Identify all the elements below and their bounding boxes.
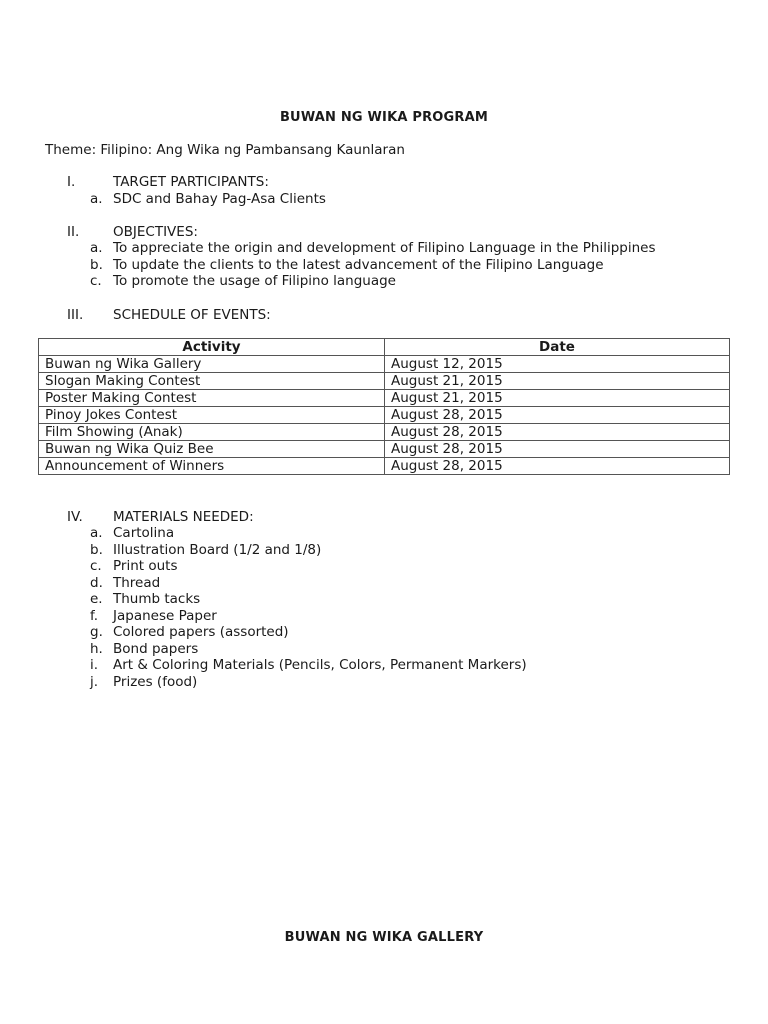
activity-cell: Film Showing (Anak) — [39, 424, 385, 441]
list-item: Bond papers — [113, 641, 199, 657]
activity-cell: Buwan ng Wika Gallery — [39, 356, 385, 373]
table-row — [39, 390, 730, 407]
date-cell: August 28, 2015 — [385, 407, 730, 424]
date-cell: August 21, 2015 — [385, 390, 730, 407]
list-item-letter: g. — [90, 624, 103, 640]
activity-cell: Poster Making Contest — [39, 390, 385, 407]
date-cell: August 28, 2015 — [385, 441, 730, 458]
list-item: Cartolina — [113, 525, 175, 541]
list-item: SDC and Bahay Pag-Asa Clients — [113, 191, 326, 207]
activity-cell: Pinoy Jokes Contest — [39, 407, 385, 424]
list-item-letter: a. — [90, 240, 103, 256]
list-item: Illustration Board (1/2 and 1/8) — [113, 542, 322, 558]
section-heading-objectives: OBJECTIVES: — [113, 224, 198, 240]
list-item-letter: b. — [90, 257, 103, 273]
section-heading-schedule: SCHEDULE OF EVENTS: — [113, 307, 271, 323]
page-title: BUWAN NG WIKA PROGRAM — [279, 110, 489, 125]
section-number: II. — [67, 224, 80, 240]
section-heading-materials: MATERIALS NEEDED: — [113, 509, 254, 525]
schedule-table — [38, 338, 730, 475]
date-cell: August 12, 2015 — [385, 356, 730, 373]
list-item-letter: c. — [90, 558, 102, 574]
table-row — [39, 458, 730, 475]
list-item: Prizes (food) — [113, 674, 198, 690]
list-item: Print outs — [113, 558, 178, 574]
list-item-letter: a. — [90, 191, 103, 207]
table-row — [39, 407, 730, 424]
table-row — [39, 441, 730, 458]
activity-cell: Buwan ng Wika Quiz Bee — [39, 441, 385, 458]
date-cell: August 21, 2015 — [385, 373, 730, 390]
list-item: To update the clients to the latest advancement of the Filipino Language — [113, 257, 604, 273]
theme-line: Theme: Filipino: Ang Wika ng Pambansang Kaunlaran — [45, 142, 405, 158]
list-item-letter: h. — [90, 641, 103, 657]
section-heading-participants: TARGET PARTICIPANTS: — [113, 174, 269, 190]
list-item: Thumb tacks — [113, 591, 201, 607]
list-item: Thread — [113, 575, 161, 591]
list-item-letter: i. — [90, 657, 99, 673]
list-item-letter: j. — [90, 674, 99, 690]
table-row — [39, 373, 730, 390]
gallery-title: BUWAN NG WIKA GALLERY — [284, 930, 484, 945]
column-header-date: Date — [385, 339, 730, 356]
column-header-activity: Activity — [39, 339, 385, 356]
section-number: IV. — [67, 509, 83, 525]
date-cell: August 28, 2015 — [385, 424, 730, 441]
list-item: To appreciate the origin and development of Filipino Language in the Philippines — [113, 240, 656, 256]
list-item-letter: b. — [90, 542, 103, 558]
activity-cell: Announcement of Winners — [39, 458, 385, 475]
list-item-letter: e. — [90, 591, 103, 607]
list-item-letter: a. — [90, 525, 103, 541]
list-item: Colored papers (assorted) — [113, 624, 289, 640]
list-item: Japanese Paper — [113, 608, 217, 624]
list-item-letter: c. — [90, 273, 102, 289]
table-header-row — [39, 339, 730, 356]
date-cell: August 28, 2015 — [385, 458, 730, 475]
table-row — [39, 424, 730, 441]
activity-cell: Slogan Making Contest — [39, 373, 385, 390]
list-item: To promote the usage of Filipino language — [113, 273, 396, 289]
section-number: III. — [67, 307, 84, 323]
table-row — [39, 356, 730, 373]
list-item-letter: d. — [90, 575, 103, 591]
list-item: Art & Coloring Materials (Pencils, Colors, Permanent Markers) — [113, 657, 527, 673]
section-number: I. — [67, 174, 76, 190]
list-item-letter: f. — [90, 608, 99, 624]
